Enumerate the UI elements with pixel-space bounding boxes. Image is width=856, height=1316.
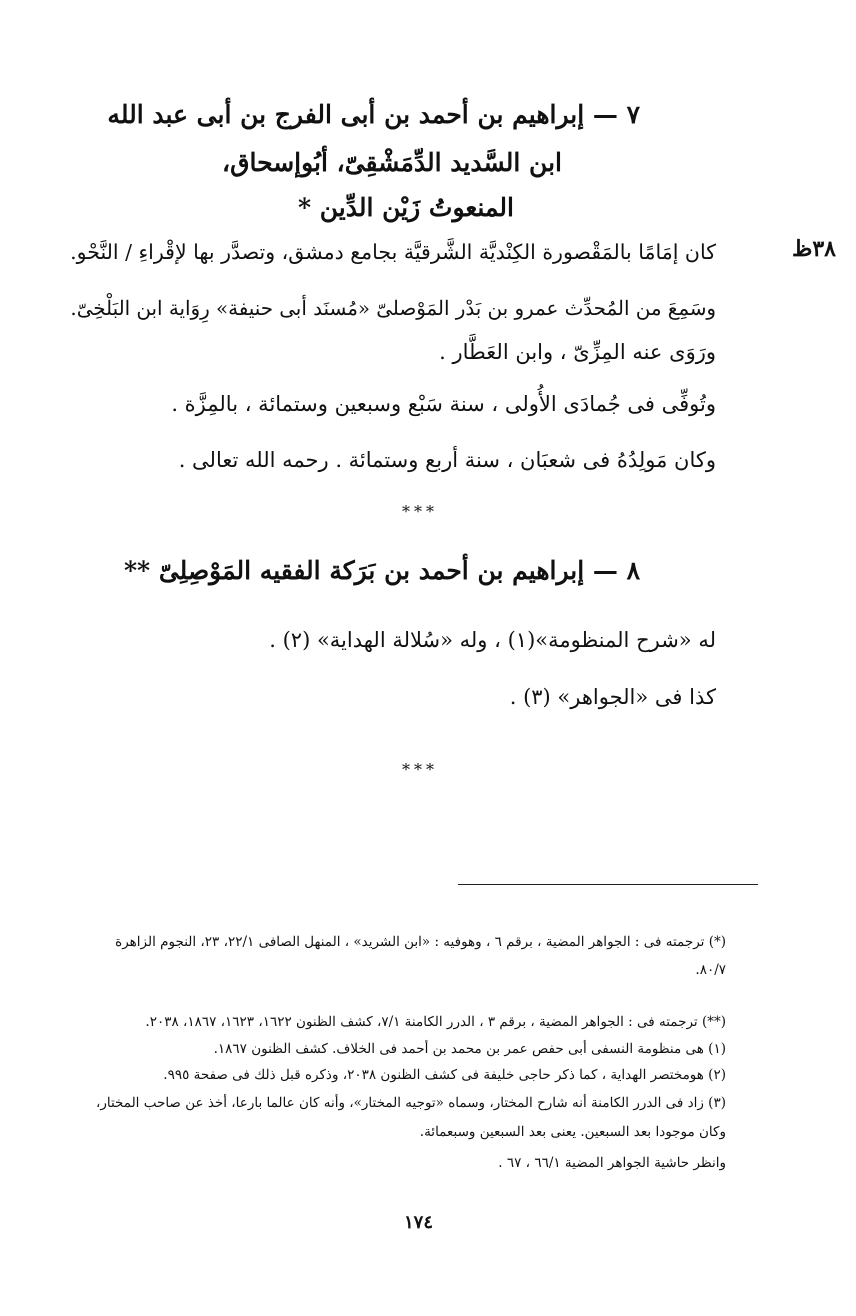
page-number: ١٧٤ <box>404 1212 434 1233</box>
entry-7-paragraph-4: وكان مَولِدُهُ فى شعبَان ، سنة أربع وستمائة . رحمه الله تعالى . <box>178 448 716 472</box>
footnote-2: (٢) هومختصر الهداية ، كما ذكر حاجى خليفة فى كشف الظنون ٢٠٣٨، وذكره قبل ذلك فى صفحة ٩٩٥. <box>163 1067 726 1083</box>
footnote-star-line-2: ٨٠/٧. <box>695 962 726 978</box>
margin-folio-note: ٣٨ظ <box>792 236 836 262</box>
footnote-star-line-1: (*) ترجمته فى : الجواهر المضية ، برقم ٦ ، وهوفيه : «ابن الشريد» ، المنهل الصافى ٢٢/١، ٢٣، النجوم الزاهرة <box>115 934 726 950</box>
section-separator-1: *** <box>402 502 438 521</box>
entry-8-heading: ٨ — إبراهيم بن أحمد بن بَرَكة الفقيه المَوْصِلِىّ ** <box>123 556 640 585</box>
footnote-3-line-1: (٣) زاد فى الدرر الكامنة أنه شارح المختار، وسماه «توجيه المختار»، وأنه كان عالما بارعا، أخذ عن صاحب المختار، <box>95 1095 726 1111</box>
section-separator-2: *** <box>402 760 438 779</box>
entry-8-paragraph-2: كذا فى «الجواهر» (٣) . <box>509 685 716 709</box>
entry-7-heading-line-2: ابن السَّديد الدِّمَشْقِىّ، أبُوإسحاق، <box>222 148 562 177</box>
entry-7-paragraph-1: كان إمَامًا بالمَقْصورة الكِنْديَّة الشَّرقيَّة بجامع دمشق، وتصدَّر بها لإقْراءِ / النَّحْو. <box>70 240 716 264</box>
footnote-double-star: (**) ترجمته فى : الجواهر المضية ، برقم ٣ ، الدرر الكامنة ٧/١، كشف الظنون ١٦٢٢، ١٦٢٣، ١٨٦٧، ٢٠٣٨. <box>145 1014 726 1030</box>
footnote-1: (١) هى منظومة النسفى أبى حفص عمر بن محمد بن أحمد فى الخلاف. كشف الظنون ١٨٦٧. <box>213 1041 726 1057</box>
entry-7-heading-line-3: المنعوتُ زَيْن الدِّين * <box>298 193 514 222</box>
footnote-3-line-2: وكان موجودا بعد السبعين. يعنى بعد السبعين وسبعمائة. <box>419 1124 726 1140</box>
entry-8-paragraph-1: له «شرح المنظومة»(١) ، وله «سُلالة الهداية» (٢) . <box>269 628 716 652</box>
footnote-divider <box>458 884 758 885</box>
entry-7-paragraph-3: وتُوفِّى فى جُمادَى الأُولى ، سنة سَبْع وسبعين وستمائة ، بالمِزَّة . <box>171 392 716 416</box>
entry-7-paragraph-2-line-2: ورَوَى عنه المِزِّىّ ، وابن العَطَّار . <box>439 340 716 364</box>
footnote-3-line-3: وانظر حاشية الجواهر المضية ٦٦/١ ، ٦٧ . <box>498 1155 726 1171</box>
entry-7-heading-line-1: ٧ — إبراهيم بن أحمد بن أبى الفرج بن أبى عبد الله <box>107 100 640 129</box>
entry-7-paragraph-2-line-1: وسَمِعَ من المُحدِّث عمرو بن بَدْر المَوْصلىّ «مُسنَد أبى حنيفة» رِوَاية ابن البَلْخِىّ. <box>70 297 716 320</box>
